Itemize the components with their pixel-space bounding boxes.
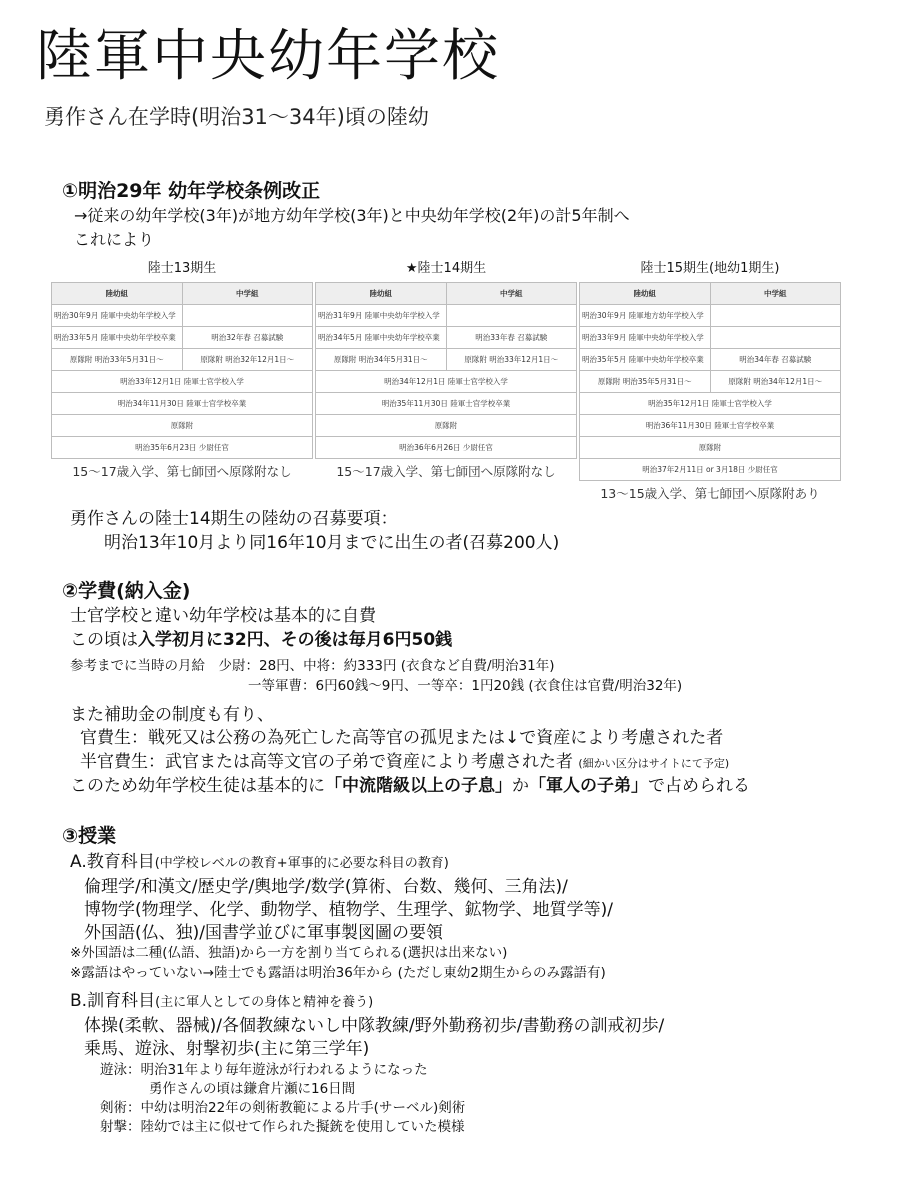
table-row	[52, 393, 313, 415]
table-title: ★陸士14期生	[405, 261, 487, 276]
cell	[446, 305, 577, 327]
col-header: 陸幼組	[52, 283, 183, 305]
cell: 明治33年9月 陸軍中央幼年学校入学	[580, 327, 711, 349]
col-header: 中学組	[710, 283, 841, 305]
table-row	[52, 437, 313, 459]
cell: 明治35年6月23日 少尉任官	[52, 437, 313, 459]
subject-b2: 乗馬、遊泳、射撃初歩(主に第三学年)	[84, 1039, 370, 1059]
section1-line1: →従来の幼年学校(3年)が地方幼年学校(3年)と中央幼年学校(2年)の計5年制へ	[74, 206, 630, 225]
table-row	[52, 305, 313, 327]
detail-swim: 遊泳：明治31年より毎年遊泳が行われるようになった	[100, 1062, 428, 1078]
table-row	[580, 437, 841, 459]
cohort-table	[579, 282, 841, 481]
concl-post: で占められる	[648, 776, 750, 796]
subject-a-label: A.教育科目	[70, 852, 155, 872]
col-header: 陸幼組	[580, 283, 711, 305]
section3-heading: ③授業	[62, 825, 117, 847]
table-row	[52, 349, 313, 371]
table-13th	[51, 258, 313, 481]
hankanpi-note: (細かい区分はサイトにて予定)	[578, 757, 730, 770]
table-row	[316, 371, 577, 393]
cell: 明治35年11月30日 陸軍士官学校卒業	[316, 393, 577, 415]
concl-pre: このため幼年学校生徒は基本的に	[70, 776, 325, 796]
subject-a3: 外国語(仏、独)/国書学並びに軍事製図圖の要領	[84, 923, 443, 943]
table-row	[316, 415, 577, 437]
section2-heading: ②学費(納入金)	[62, 580, 191, 602]
table-title: 陸士13期生	[147, 261, 217, 276]
cell: 明治35年5月 陸軍中央幼年学校卒業	[580, 349, 711, 371]
table-14th	[315, 258, 577, 481]
cell: 原隊附	[52, 415, 313, 437]
cell: 明治34年11月30日 陸軍士官学校卒業	[52, 393, 313, 415]
table-row	[580, 327, 841, 349]
recruit-line1: 勇作さんの陸士14期生の陸幼の召募要項：	[70, 509, 398, 529]
cell: 原隊附	[580, 437, 841, 459]
cohort-table	[51, 282, 313, 459]
detail-shoot: 射撃：陸幼では主に似せて作られた擬銃を使用していた模様	[100, 1119, 465, 1135]
section1-line2: これにより	[74, 230, 155, 249]
cohort-table	[315, 282, 577, 459]
page-subtitle: 勇作さん在学時(明治31〜34年)頃の陸幼	[44, 105, 429, 129]
sec2-line2-pre: この頃は	[70, 630, 138, 650]
cell: 明治34年5月 陸軍中央幼年学校卒業	[316, 327, 447, 349]
cell: 明治31年9月 陸軍中央幼年学校入学	[316, 305, 447, 327]
hankanpi-line	[80, 750, 729, 776]
cell: 原隊附 明治34年5月31日〜	[316, 349, 447, 371]
table-row	[580, 371, 841, 393]
table-row	[316, 305, 577, 327]
cell: 原隊附 明治32年12月1日〜	[182, 349, 313, 371]
detail-sword: 剣術：中幼は明治22年の剣術教範による片手(サーベル)剣術	[100, 1100, 466, 1116]
cell: 明治37年2月11日 or 3月18日 少尉任官	[580, 459, 841, 481]
concl-bold2: 「軍人の子弟」	[529, 776, 648, 796]
table-note: 13〜15歳入学、第七師団へ原隊附あり	[600, 486, 820, 501]
salary-ref2: 一等軍曹：6円60銭〜9円、一等卒：1円20銭 (衣食住は官費/明治32年)	[248, 678, 683, 694]
cell: 原隊附	[316, 415, 577, 437]
cell: 明治30年9月 陸軍中央幼年学校入学	[52, 305, 183, 327]
cell: 原隊附 明治35年5月31日〜	[580, 371, 711, 393]
cell: 明治33年春 召募試験	[446, 327, 577, 349]
table-row	[580, 459, 841, 481]
concl-mid: か	[512, 776, 529, 796]
section1-heading: ①明治29年 幼年学校条例改正	[62, 180, 321, 202]
cell: 明治33年12月1日 陸軍士官学校入学	[52, 371, 313, 393]
cell	[710, 327, 841, 349]
hankanpi-text: 半官費生：武官または高等文官の子弟で資産により考慮された者	[80, 752, 573, 772]
subject-b-label: B.訓育科目	[70, 991, 156, 1011]
recruit-line2: 明治13年10月より同16年10月までに出生の者(召募200人)	[104, 533, 560, 553]
col-header: 陸幼組	[316, 283, 447, 305]
subject-b-sub: (主に軍人としての身体と精神を養う)	[155, 995, 374, 1010]
table-15th	[579, 258, 841, 503]
cell: 原隊附 明治33年12月1日〜	[446, 349, 577, 371]
kanpi-line: 官費生：戦死又は公務の為死亡した高等官の孤児または↓で資産により考慮された者	[80, 728, 724, 748]
note-russian: ※露語はやっていない→陸士でも露語は明治36年から (ただし東幼2期生からのみ露語有)	[70, 965, 606, 981]
table-row	[316, 437, 577, 459]
cell: 明治34年春 召募試験	[710, 349, 841, 371]
table-note: 15〜17歳入学、第七師団へ原隊附なし	[336, 464, 556, 479]
detail-swim2: 勇作さんの頃は鎌倉片瀬に16日間	[149, 1081, 356, 1097]
cell: 明治33年5月 陸軍中央幼年学校卒業	[52, 327, 183, 349]
table-title: 陸士15期生(地幼1期生)	[640, 261, 780, 276]
cell: 明治36年6月26日 少尉任官	[316, 437, 577, 459]
cell: 原隊附 明治34年12月1日〜	[710, 371, 841, 393]
subject-a-sub: (中学校レベルの教育+軍事的に必要な科目の教育)	[154, 856, 449, 871]
fee-highlight: 入学初月に32円、その後は毎月6円50銭	[138, 630, 453, 650]
cell: 明治35年12月1日 陸軍士官学校入学	[580, 393, 841, 415]
cell: 明治34年12月1日 陸軍士官学校入学	[316, 371, 577, 393]
col-header: 中学組	[182, 283, 313, 305]
table-row	[316, 393, 577, 415]
table-row	[52, 371, 313, 393]
table-row	[580, 305, 841, 327]
table-row	[52, 415, 313, 437]
subject-a2: 博物学(物理学、化学、動物学、植物学、生理学、鉱物学、地質学等)/	[84, 900, 613, 920]
sec2-line1: 士官学校と違い幼年学校は基本的に自費	[70, 606, 376, 626]
cell: 明治36年11月30日 陸軍士官学校卒業	[580, 415, 841, 437]
concl-bold1: 「中流階級以上の子息」	[325, 776, 512, 796]
cell	[182, 305, 313, 327]
table-note: 15〜17歳入学、第七師団へ原隊附なし	[72, 464, 292, 479]
subject-b-heading	[70, 989, 373, 1013]
subject-b1: 体操(柔軟、器械)/各個教練ないし中隊教練/野外勤務初歩/書勤務の訓戒初歩/	[84, 1016, 665, 1036]
col-header: 中学組	[446, 283, 577, 305]
table-row	[580, 349, 841, 371]
salary-ref1: 参考までに当時の月給 少尉：28円、中将：約333円 (衣食など自費/明治31年)	[70, 658, 555, 674]
cell	[710, 305, 841, 327]
table-row	[316, 349, 577, 371]
table-row	[316, 327, 577, 349]
subject-a1: 倫理学/和漢文/歴史学/輿地学/数学(算術、台数、幾何、三角法)/	[84, 877, 568, 897]
aid-intro: また補助金の制度も有り、	[70, 705, 274, 725]
conclusion-line	[70, 774, 750, 798]
cell: 明治30年9月 陸軍地方幼年学校入学	[580, 305, 711, 327]
table-row	[580, 393, 841, 415]
page-title: 陸軍中央幼年学校	[36, 24, 500, 89]
note-foreign-lang: ※外国語は二種(仏語、独語)から一方を割り当てられる(選択は出来ない)	[70, 945, 508, 961]
subject-a-heading	[70, 850, 449, 874]
table-row	[580, 415, 841, 437]
cell: 明治32年春 召募試験	[182, 327, 313, 349]
table-row	[52, 327, 313, 349]
cell: 原隊附 明治33年5月31日〜	[52, 349, 183, 371]
sec2-line2	[70, 628, 452, 652]
